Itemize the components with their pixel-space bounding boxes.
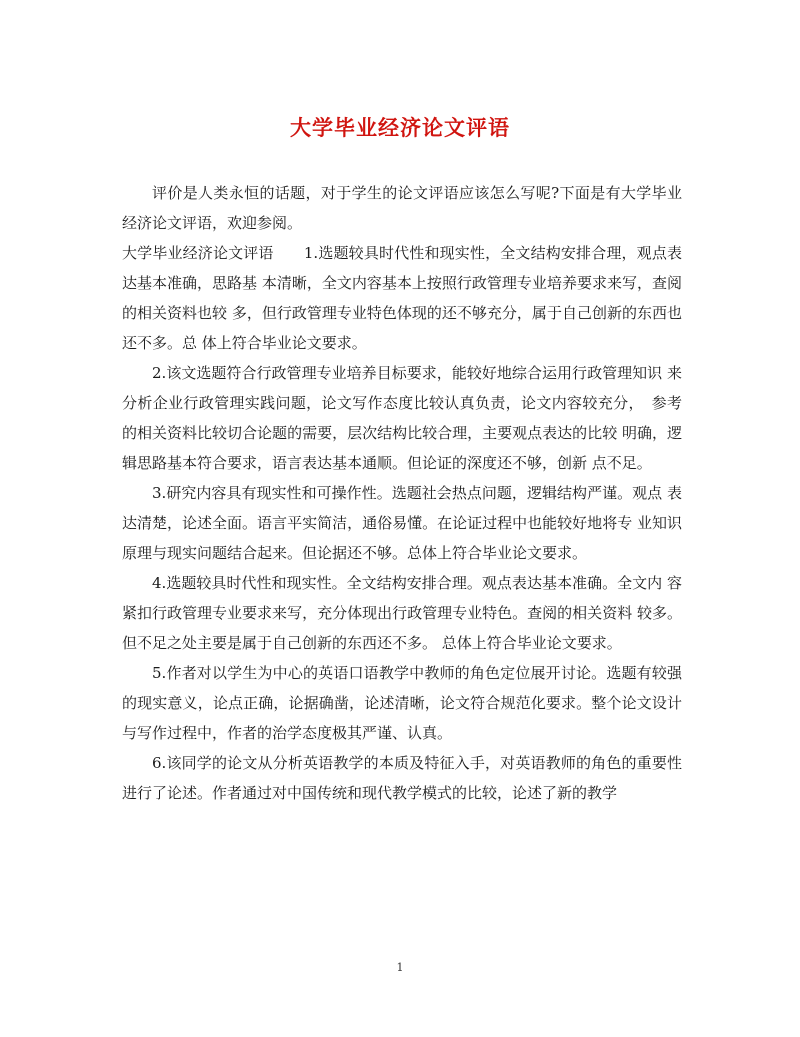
paragraph-comment-2: 2.该文选题符合行政管理专业培养目标要求，能较好地综合运用行政管理知识 来分析企业行政管理实践问题，论文写作态度比较认真负责，论文内容较充分， 参考的相关资料比较切合论题的需要，层次结构比较合理，主要观点表达的比较 明确，逻辑思路基本符合要求，语言表达基本通顺。但论证的深度还不够，创新 点不足。 (122, 364, 682, 472)
document-body (122, 178, 682, 808)
document-title: 大学毕业经济论文评语 (290, 115, 510, 140)
paragraph-comment-5: 5.作者对以学生为中心的英语口语教学中教师的角色定位展开讨论。选题有较强的现实意义，论点正确，论据确凿，论述清晰，论文符合规范化要求。整个论文设计与写作过程中，作者的治学态度极其严谨、认真。 (122, 664, 682, 742)
paragraph-intro: 评价是人类永恒的话题，对于学生的论文评语应该怎么写呢?下面是有大学毕业经济论文评语，欢迎参阅。 (122, 184, 682, 232)
paragraph-comment-4: 4.选题较具时代性和现实性。全文结构安排合理。观点表达基本准确。全文内 容紧扣行政管理专业要求来写，充分体现出行政管理专业特色。查阅的相关资料 较多。 但不足之处主要是属于自己创新的东西还不多。 总体上符合毕业论文要求。 (122, 574, 682, 652)
paragraph-comment-6: 6.该同学的论文从分析英语教学的本质及特征入手，对英语教师的角色的重要性进行了论述。作者通过对中国传统和现代教学模式的比较，论述了新的教学 (122, 754, 682, 802)
paragraph-comment-1: 大学毕业经济论文评语 1.选题较具时代性和现实性，全文结构安排合理，观点表达基本准确，思路基 本清晰，全文内容基本上按照行政管理专业培养要求来写，查阅的相关资料也较 多，但行政管理专业特色体现的还不够充分，属于自己创新的东西也还不多。总 体上符合毕业论文要求。 (122, 244, 682, 352)
paragraph-comment-3: 3.研究内容具有现实性和可操作性。选题社会热点问题，逻辑结构严谨。观点 表达清楚，论述全面。语言平实简洁，通俗易懂。在论证过程中也能较好地将专 业知识原理与现实问题结合起来。但论据还不够。总体上符合毕业论文要求。 (122, 484, 682, 562)
page-number: 1 (396, 961, 404, 974)
